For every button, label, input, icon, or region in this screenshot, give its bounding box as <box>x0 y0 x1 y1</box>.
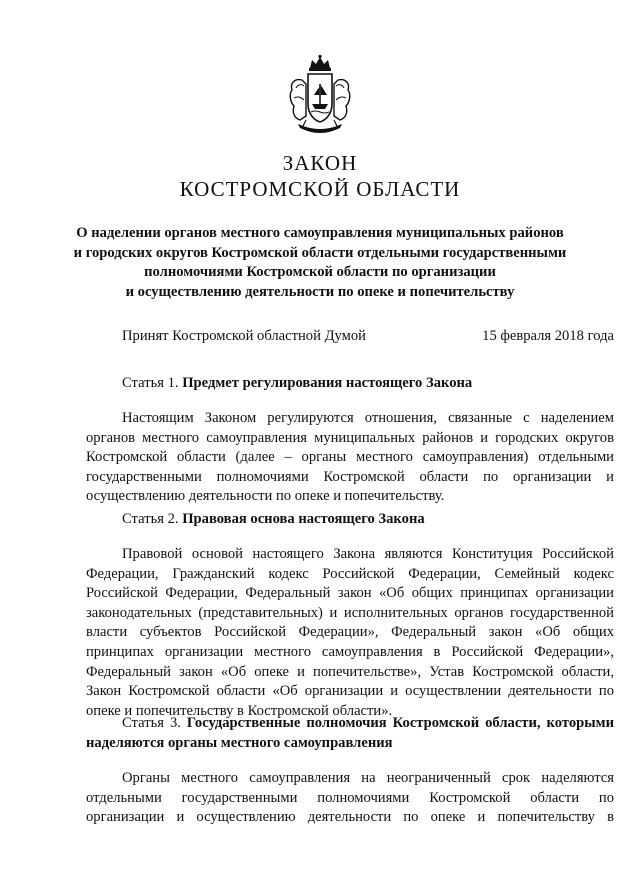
article-number: Статья 3. <box>122 715 181 731</box>
adoption-line <box>122 327 614 347</box>
text-line: Органы местного самоуправления на неограниченный срок наделяются <box>122 770 614 786</box>
article-1-text <box>86 409 614 507</box>
adopted-by: Принят Костромской областной Думой <box>122 328 366 344</box>
text-line: законодательных (представительных) и исполнительных органов государственной <box>86 604 614 621</box>
subtitle-line: О наделении органов местного самоуправления муниципальных районов <box>76 225 564 241</box>
article-3-heading-line2 <box>86 734 614 754</box>
subtitle-line: полномочиями Костромской области по организации <box>144 264 496 280</box>
text-line: Правовой основой настоящего Закона являются Конституция Российской <box>122 546 614 562</box>
text-line: отдельными государственными полномочиями Костромской области по <box>86 789 614 806</box>
text-line: осуществлению деятельности по опеке и попечительству. <box>86 488 445 505</box>
article-3-text <box>86 769 614 828</box>
text-line: государственными полномочиями Костромской области по организации и <box>86 468 614 485</box>
article-1-heading <box>122 374 472 394</box>
text-line: органов местного самоуправления муниципальных районов и городских округов <box>86 429 614 446</box>
text-line: власти субъектов Российской Федерации», Федеральный закон «Об общих <box>86 624 614 641</box>
article-3-heading-line1 <box>86 714 614 734</box>
law-title-line1: ЗАКОН <box>282 151 358 175</box>
text-line: Закон Костромской области «Об организации и осуществлении деятельности по <box>86 683 614 700</box>
law-title-line2: КОСТРОМСКОЙ ОБЛАСТИ <box>179 177 461 201</box>
text-line: принципах организации местного самоуправления в Российской Федерации», <box>86 643 614 660</box>
law-subtitle <box>60 224 580 302</box>
article-2-heading <box>122 510 425 530</box>
text-line: Российской Федерации, Федеральный закон «Об общих принципах организации <box>86 585 614 602</box>
adoption-date: 15 февраля 2018 года <box>482 328 614 344</box>
article-title-continued: наделяются органы местного самоуправления <box>86 734 393 751</box>
text-line: организации и осуществлению деятельности по опеке и попечительству в <box>86 809 614 826</box>
subtitle-line: и городских округов Костромской области отдельными государственными <box>73 244 567 261</box>
kostroma-coat-of-arms-icon <box>284 54 356 136</box>
text-line: Федеральный закон «Об опеке и попечительстве», Устав Костромской области, <box>86 663 614 680</box>
article-2-text <box>86 545 614 721</box>
article-title: Государственные полномочия Костромской области, которыми <box>186 715 614 731</box>
text-line: Настоящим Законом регулируются отношения, связанные с наделением <box>122 410 614 426</box>
article-number: Статья 2. <box>122 511 179 527</box>
article-title: Предмет регулирования настоящего Закона <box>182 375 473 391</box>
article-number: Статья 1. <box>122 375 179 391</box>
text-line: опеке и попечительству в Костромской области». <box>86 702 393 719</box>
text-line: Костромской области (далее – органы местного самоуправления) отдельными <box>86 449 614 466</box>
article-3-heading <box>86 714 614 753</box>
article-title: Правовая основа настоящего Закона <box>182 511 425 527</box>
text-line: Федерации, Гражданский кодекс Российской Федерации, Семейный кодекс <box>86 565 614 582</box>
subtitle-line: и осуществлению деятельности по опеке и попечительству <box>125 283 515 300</box>
